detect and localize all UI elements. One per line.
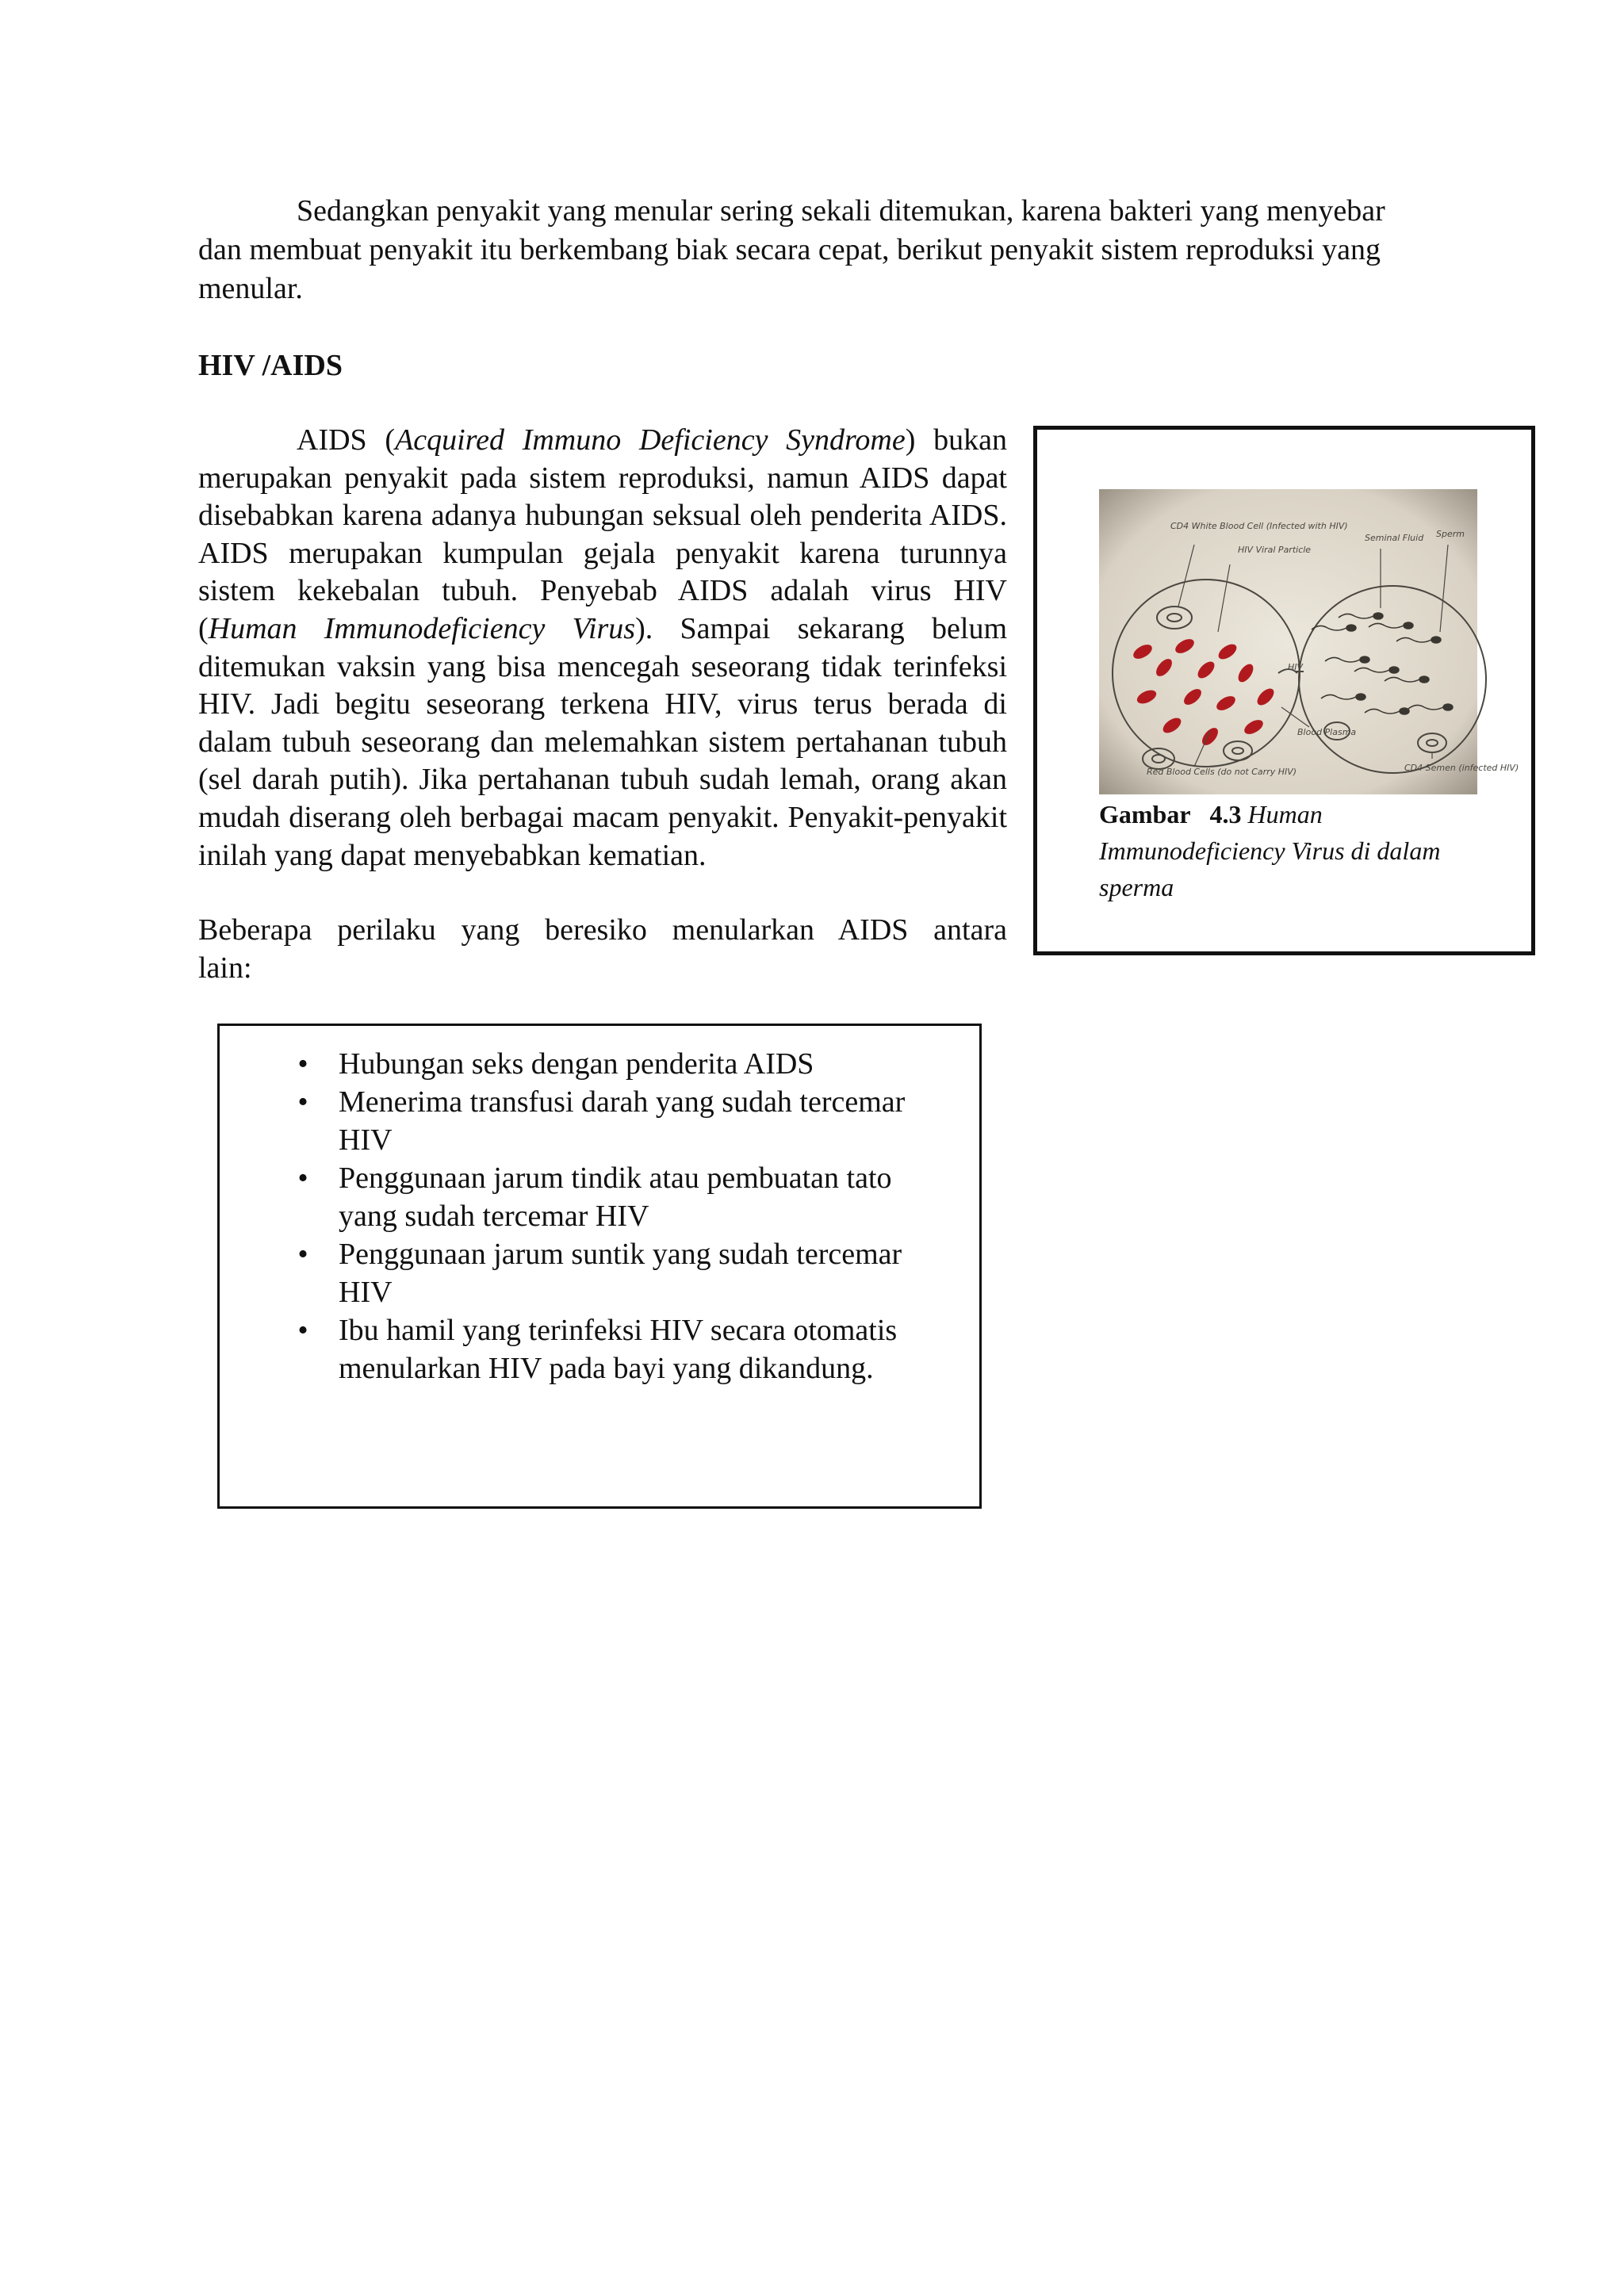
caption-label: Gambar [1099, 800, 1191, 828]
risk-list [291, 1045, 941, 1387]
bullet: • [297, 1085, 308, 1119]
bullet: • [297, 1314, 308, 1347]
figure-box [1033, 426, 1535, 955]
aids-acronym-expansion: Acquired Immuno Deficiency Syndrome [395, 423, 906, 457]
hiv-sperm-sketch-image [1099, 489, 1519, 794]
list-item [291, 1159, 941, 1235]
aids-text-3: ). Sampai sekarang belum ditemukan vaksin yang bisa mencegah seseorang tidak terinfeksi HIV. Jadi begitu seseorang terkena HIV, virus terus berada di dalam tubuh seseorang dan melemahkan sistem pertahanan tubuh (sel darah putih). Jika pertahanan tubuh sudah lemah, orang akan mudah diserang oleh berbagai macam penyakit. Penyakit-penyakit inilah yang dapat menyebabkan kematian. [198, 611, 1007, 872]
sketch-label-blood-plasma: Blood Plasma [1297, 727, 1357, 737]
list-item-text: Penggunaan jarum suntik yang sudah tercemar HIV [339, 1238, 902, 1309]
list-item [291, 1235, 941, 1311]
caption-text: Human Immunodeficiency Virus di dalam sperma [1099, 800, 1441, 901]
list-item-text: Penggunaan jarum tindik atau pembuatan tato yang sudah tercemar HIV [339, 1161, 892, 1233]
list-item [291, 1083, 941, 1159]
intro-paragraph: Sedangkan penyakit yang menular sering sekali ditemukan, karena bakteri yang menyebar dan membuat penyakit itu berkembang biak secara cepat, berikut penyakit sistem reproduksi yang menular. [198, 194, 1385, 305]
risk-intro: Beberapa perilaku yang beresiko menularkan AIDS antara [198, 913, 1007, 947]
list-item-text: Ibu hamil yang terinfeksi HIV secara otomatis menularkan HIV pada bayi yang dikandung. [339, 1314, 898, 1385]
hiv-acronym-expansion: Human Immunodeficiency Virus [208, 611, 636, 645]
sketch-label-cd4: CD4 White Blood Cell (Infected with HIV) [1170, 521, 1348, 531]
caption-number: 4.3 [1209, 800, 1242, 828]
section-heading: HIV /AIDS [198, 349, 343, 382]
list-item-text: Menerima transfusi darah yang sudah tercemar HIV [339, 1085, 906, 1157]
aids-text-1: AIDS ( [297, 423, 396, 457]
sketch-label-red-blood-cells: Red Blood Cells (do not Carry HIV) [1147, 767, 1297, 777]
sketch-label-hiv: HIV [1288, 662, 1304, 672]
bullet: • [297, 1161, 308, 1195]
bullet: • [297, 1047, 308, 1081]
risk-list-box [217, 1024, 982, 1509]
aids-paragraph [198, 422, 1007, 874]
list-item [291, 1311, 941, 1387]
sketch-label-seminal-fluid: Seminal Fluid [1365, 533, 1424, 543]
list-item [291, 1045, 941, 1083]
sketch-label-hiv-particle: HIV Viral Particle [1238, 545, 1312, 555]
aids-text-2: ) bukan merupakan penyakit pada sistem reproduksi, namun AIDS dapat disebabkan karena adanya hubungan seksual oleh penderita AIDS. AIDS merupakan kumpulan gejala penyakit karena turunnya sistem kekebalan tubuh. Penyebab AIDS adalah virus HIV ( [198, 423, 1007, 645]
figure-caption [1099, 796, 1511, 905]
sketch-label-cd4-semen: CD4 Semen (infected HIV) [1404, 763, 1519, 773]
sketch-label-sperm: Sperm [1436, 529, 1465, 539]
bullet: • [297, 1238, 308, 1271]
list-item-text: Hubungan seks dengan penderita AIDS [339, 1047, 814, 1081]
risk-intro-end: lain: [198, 951, 252, 985]
